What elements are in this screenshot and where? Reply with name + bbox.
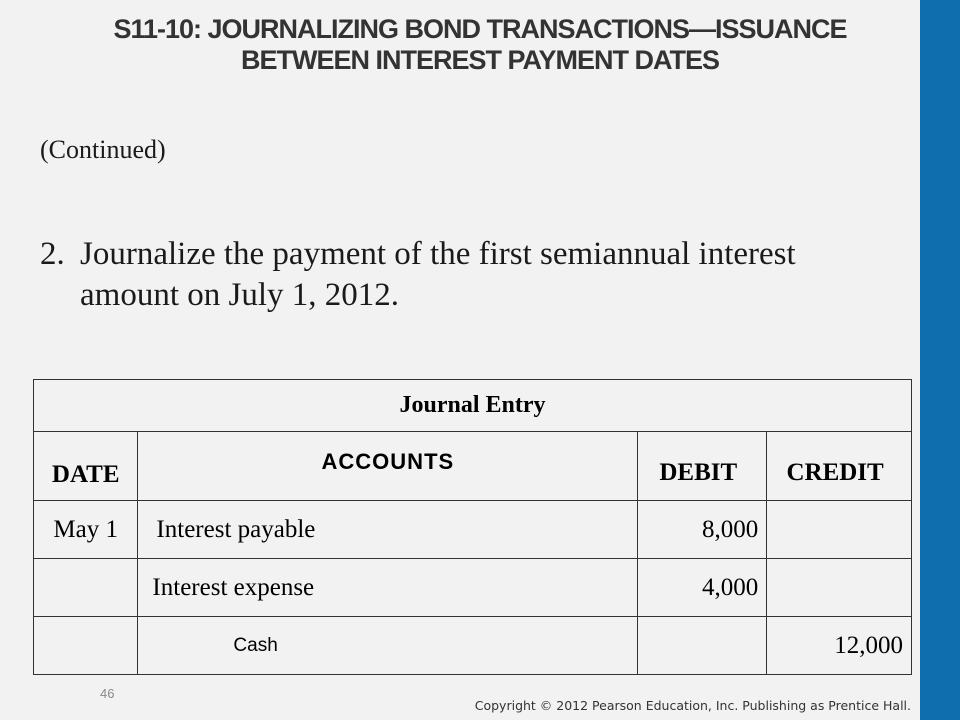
journal-title: Journal Entry [34,380,912,432]
accent-bar [920,0,960,720]
table-row [34,617,912,675]
slide-title-line-2: BETWEEN INTEREST PAYMENT DATES [240,45,720,75]
continued-label: (Continued) [40,135,166,164]
slide-title-line-1: S11-10: JOURNALIZING BOND TRANSACTIONS—ISSUANCE [113,14,847,44]
header-debit: DEBIT [638,432,767,501]
row-date: May 1 [34,501,138,559]
copyright-notice: Copyright © 2012 Pearson Education, Inc. Publishing as Prentice Hall. [474,698,911,713]
row-credit [767,501,912,559]
row-account: Interest payable [138,501,638,559]
journal-entry-table [33,379,912,675]
table-row [34,559,912,617]
row-account: Interest expense [138,559,638,617]
instruction-text: Journalize the payment of the first semiannual interest amount on July 1, 2012. [80,236,796,313]
slide-title [40,14,920,76]
row-debit: 4,000 [638,559,767,617]
row-credit [767,559,912,617]
page-number: 46 [100,686,115,701]
row-account: Cash [138,617,638,675]
instruction-number: 2. [40,236,65,272]
row-debit [638,617,767,675]
journal-header-row [34,432,912,501]
row-debit: 8,000 [638,501,767,559]
row-date [34,559,138,617]
header-date: DATE [34,432,138,501]
header-accounts: ACCOUNTS [138,432,638,501]
instruction [40,234,880,316]
header-credit: CREDIT [767,432,912,501]
table-row [34,501,912,559]
row-credit: 12,000 [767,617,912,675]
row-date [34,617,138,675]
